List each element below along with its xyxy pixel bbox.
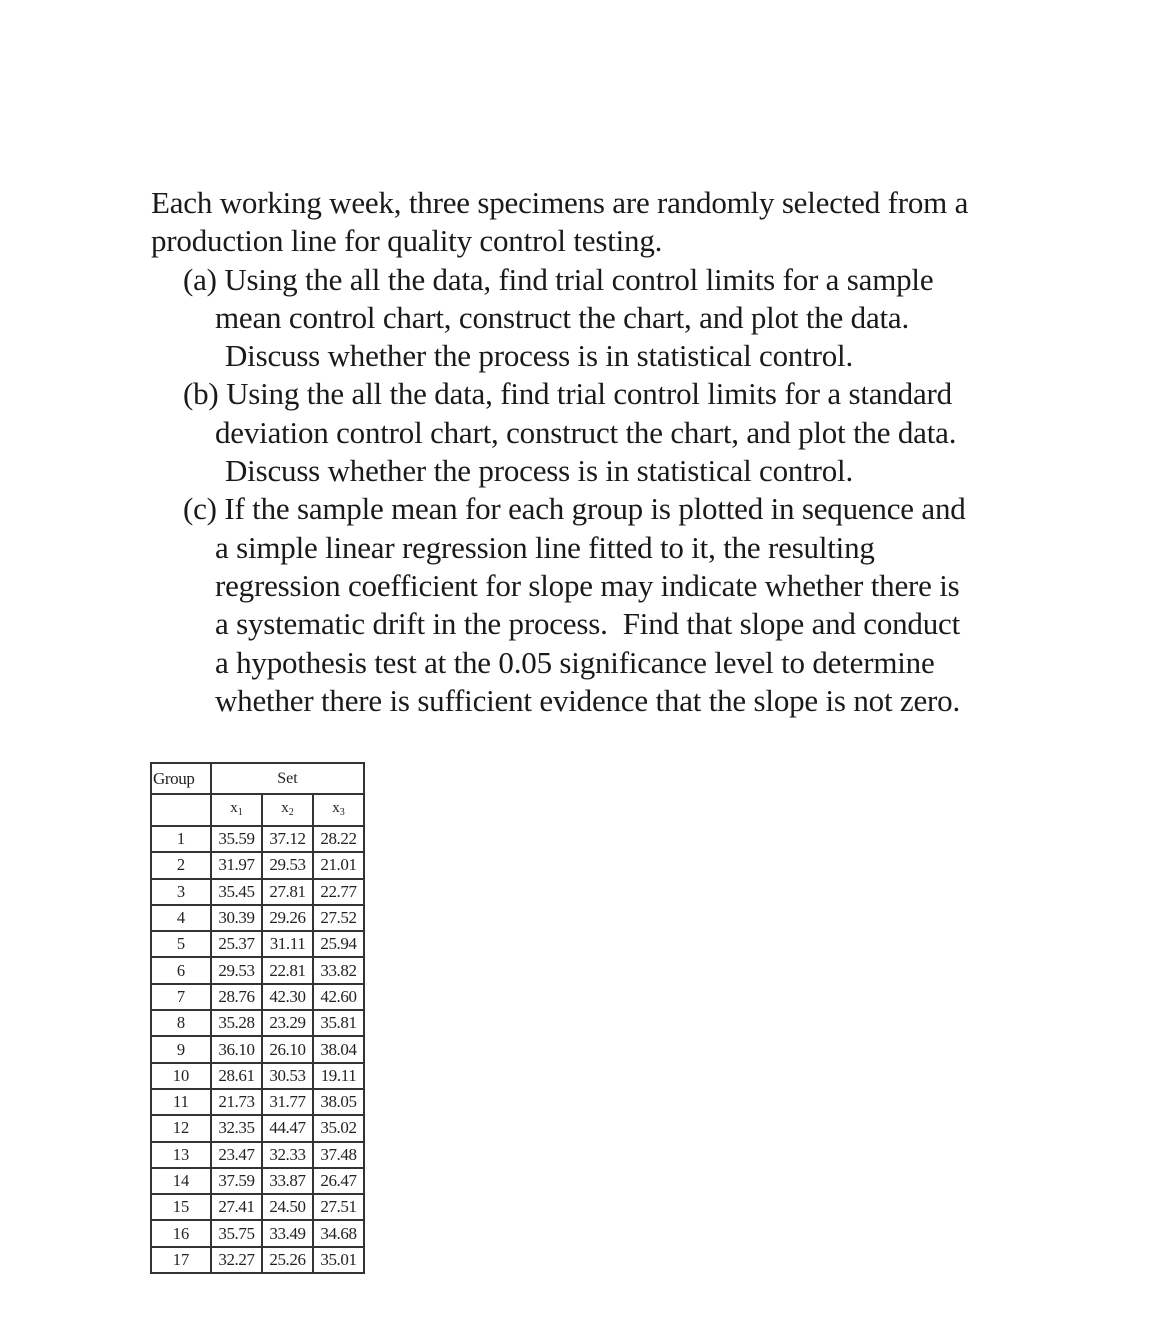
- group-number: 3: [151, 879, 211, 905]
- part-a-line: Discuss whether the process is in statistical control.: [225, 338, 854, 374]
- part-c-line: regression coefficient for slope may indicate whether there is: [215, 567, 960, 603]
- table-subheader-row: [151, 794, 364, 826]
- cell-x2: 29.53: [262, 852, 313, 878]
- table-row: [151, 1010, 364, 1036]
- cell-x1: 35.59: [211, 826, 262, 852]
- cell-x3: 21.01: [313, 852, 364, 878]
- cell-x3: 28.22: [313, 826, 364, 852]
- cell-x2: 31.77: [262, 1089, 313, 1115]
- problem-intro: [151, 184, 1051, 261]
- part-b-line: deviation control chart, construct the chart, and plot the data.: [215, 414, 957, 450]
- cell-x2: 29.26: [262, 905, 313, 931]
- table-row: [151, 1220, 364, 1246]
- group-number: 4: [151, 905, 211, 931]
- header-x1: [211, 794, 262, 826]
- cell-x2: 23.29: [262, 1010, 313, 1036]
- cell-x2: 32.33: [262, 1142, 313, 1168]
- cell-x3: 27.52: [313, 905, 364, 931]
- cell-x3: 27.51: [313, 1194, 364, 1220]
- table-row: [151, 1142, 364, 1168]
- cell-x1: 32.35: [211, 1115, 262, 1141]
- group-number: 7: [151, 984, 211, 1010]
- group-number: 10: [151, 1063, 211, 1089]
- table-row: [151, 931, 364, 957]
- group-number: 8: [151, 1010, 211, 1036]
- cell-x2: 22.81: [262, 957, 313, 983]
- cell-x1: 30.39: [211, 905, 262, 931]
- table-row: [151, 905, 364, 931]
- data-table: [150, 762, 365, 1274]
- cell-x3: 35.01: [313, 1247, 364, 1273]
- cell-x1: 37.59: [211, 1168, 262, 1194]
- cell-x1: 25.37: [211, 931, 262, 957]
- cell-x1: 21.73: [211, 1089, 262, 1115]
- part-c: [151, 490, 1051, 720]
- header-x1-sub: 1: [237, 806, 243, 818]
- header-empty: [151, 794, 211, 826]
- intro-line: Each working week, three specimens are randomly selected from a: [151, 185, 969, 220]
- cell-x2: 26.10: [262, 1036, 313, 1062]
- table-row: [151, 1036, 364, 1062]
- table-row: [151, 1194, 364, 1220]
- cell-x1: 35.45: [211, 879, 262, 905]
- cell-x3: 34.68: [313, 1220, 364, 1246]
- part-c-line: a simple linear regression line fitted to it, the resulting: [215, 529, 875, 565]
- table-row: [151, 826, 364, 852]
- cell-x1: 35.75: [211, 1220, 262, 1246]
- cell-x3: 26.47: [313, 1168, 364, 1194]
- header-group: Group: [151, 763, 211, 794]
- group-number: 1: [151, 826, 211, 852]
- cell-x3: 42.60: [313, 984, 364, 1010]
- cell-x2: 42.30: [262, 984, 313, 1010]
- table-row: [151, 1168, 364, 1194]
- cell-x3: 22.77: [313, 879, 364, 905]
- group-number: 14: [151, 1168, 211, 1194]
- cell-x3: 35.81: [313, 1010, 364, 1036]
- group-number: 5: [151, 931, 211, 957]
- table-header-row: [151, 763, 364, 794]
- part-a-line: mean control chart, construct the chart, and plot the data.: [215, 299, 910, 335]
- cell-x1: 36.10: [211, 1036, 262, 1062]
- cell-x2: 31.11: [262, 931, 313, 957]
- header-x2: [262, 794, 313, 826]
- table-body: [151, 826, 364, 1273]
- cell-x2: 24.50: [262, 1194, 313, 1220]
- table-row: [151, 879, 364, 905]
- table-row: [151, 1115, 364, 1141]
- part-b-line: (b) Using the all the data, find trial control limits for a standard: [183, 376, 952, 412]
- cell-x3: 19.11: [313, 1063, 364, 1089]
- header-x2-base: x: [281, 799, 289, 816]
- table-row: [151, 1247, 364, 1273]
- table-row: [151, 1089, 364, 1115]
- header-x3-base: x: [332, 799, 340, 816]
- group-number: 6: [151, 957, 211, 983]
- group-number: 2: [151, 852, 211, 878]
- header-set: Set: [211, 763, 364, 794]
- group-number: 12: [151, 1115, 211, 1141]
- group-number: 9: [151, 1036, 211, 1062]
- problem-statement: [151, 184, 1051, 720]
- cell-x1: 29.53: [211, 957, 262, 983]
- cell-x1: 31.97: [211, 852, 262, 878]
- cell-x1: 32.27: [211, 1247, 262, 1273]
- group-number: 11: [151, 1089, 211, 1115]
- cell-x1: 28.61: [211, 1063, 262, 1089]
- header-x2-sub: 2: [288, 806, 294, 818]
- cell-x2: 27.81: [262, 879, 313, 905]
- cell-x3: 38.05: [313, 1089, 364, 1115]
- cell-x2: 25.26: [262, 1247, 313, 1273]
- cell-x2: 33.49: [262, 1220, 313, 1246]
- table-row: [151, 957, 364, 983]
- part-c-line: a hypothesis test at the 0.05 significance level to determine: [215, 644, 935, 680]
- group-number: 13: [151, 1142, 211, 1168]
- intro-line: production line for quality control testing.: [151, 223, 663, 259]
- group-number: 16: [151, 1220, 211, 1246]
- cell-x3: 33.82: [313, 957, 364, 983]
- part-c-line: (c) If the sample mean for each group is plotted in sequence and: [183, 491, 966, 527]
- header-x1-base: x: [230, 799, 238, 816]
- group-number: 15: [151, 1194, 211, 1220]
- cell-x2: 44.47: [262, 1115, 313, 1141]
- cell-x1: 28.76: [211, 984, 262, 1010]
- cell-x2: 30.53: [262, 1063, 313, 1089]
- table-row: [151, 1063, 364, 1089]
- part-b-line: Discuss whether the process is in statistical control.: [225, 453, 854, 489]
- cell-x3: 38.04: [313, 1036, 364, 1062]
- cell-x1: 23.47: [211, 1142, 262, 1168]
- cell-x3: 35.02: [313, 1115, 364, 1141]
- cell-x2: 37.12: [262, 826, 313, 852]
- header-x3: [313, 794, 364, 826]
- header-x3-sub: 3: [339, 806, 345, 818]
- cell-x1: 27.41: [211, 1194, 262, 1220]
- cell-x3: 25.94: [313, 931, 364, 957]
- cell-x3: 37.48: [313, 1142, 364, 1168]
- cell-x1: 35.28: [211, 1010, 262, 1036]
- group-number: 17: [151, 1247, 211, 1273]
- part-a-line: (a) Using the all the data, find trial control limits for a sample: [183, 261, 934, 297]
- table-row: [151, 852, 364, 878]
- table-row: [151, 984, 364, 1010]
- part-a: [151, 261, 1051, 376]
- part-b: [151, 375, 1051, 490]
- part-c-line: a systematic drift in the process. Find that slope and conduct: [215, 606, 961, 642]
- part-c-line: whether there is sufficient evidence that the slope is not zero.: [215, 682, 961, 718]
- cell-x2: 33.87: [262, 1168, 313, 1194]
